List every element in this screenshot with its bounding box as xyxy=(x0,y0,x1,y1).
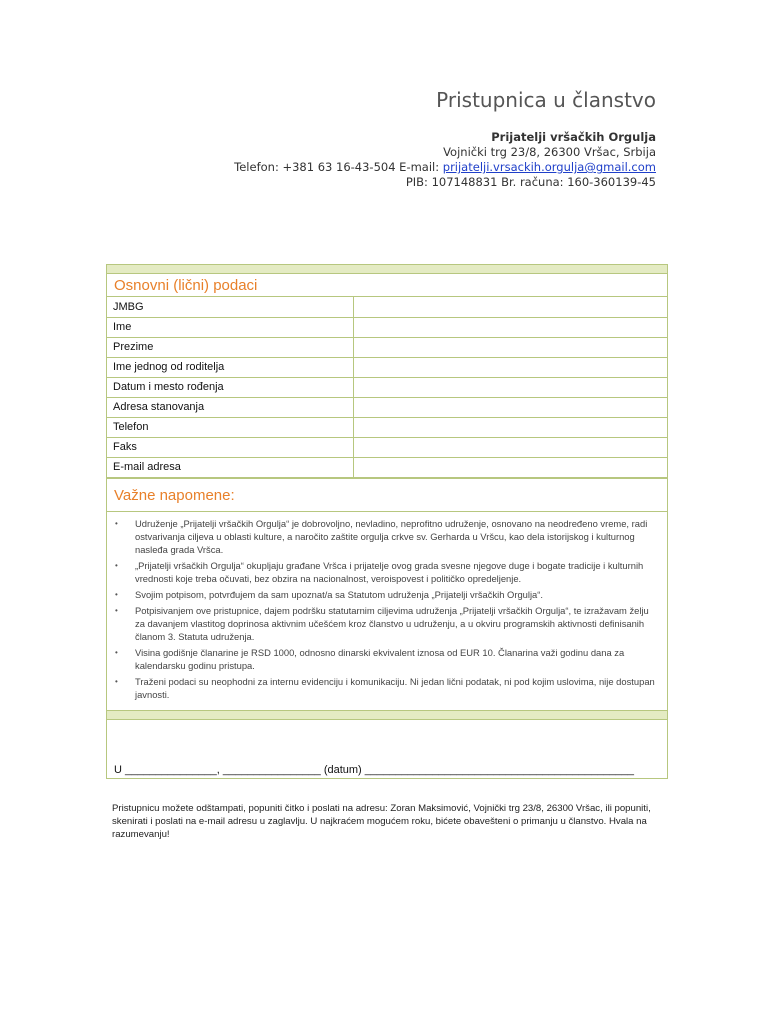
note-text: Svojim potpisom, potvrđujem da sam upoznat/a sa Statutom udruženja „Prijatelji vršačkih Orgulja“. xyxy=(135,588,543,600)
field-input[interactable] xyxy=(353,457,667,477)
field-input[interactable] xyxy=(353,337,667,357)
note-text: Visina godišnje članarine je RSD 1000, odnosno dinarski ekvivalent iznosa od EUR 10. Članarina važi godinu dana za kalendarsku godinu pristupa. xyxy=(135,646,625,671)
field-input[interactable] xyxy=(353,297,667,317)
contact-line xyxy=(234,160,656,175)
personal-data-table xyxy=(107,297,667,478)
note-text: „Prijatelji vršačkih Orgulja“ okupljaju građane Vršca i prijatelje ovog grada svesne njegove duge i bogate tradicije i kulturnih vrednosti koje treba očuvati, bez obzira na nacionalnost, veroispovest i političko opredeljenje. xyxy=(135,559,644,584)
note-item xyxy=(115,517,659,556)
signature-area xyxy=(107,719,667,778)
signature-line[interactable]: U _______________, ________________ (datum) ____________________________________________ xyxy=(114,763,634,776)
top-band xyxy=(107,265,667,273)
phone-text: Telefon: +381 63 16-43-504 E-mail: xyxy=(234,160,443,174)
field-input[interactable] xyxy=(353,377,667,397)
personal-data-title: Osnovni (lični) podaci xyxy=(107,273,667,297)
field-label: Ime xyxy=(107,317,353,337)
field-label: E-mail adresa xyxy=(107,457,353,477)
footer-instructions: Pristupnicu možete odštampati, popuniti čitko i poslati na adresu: Zoran Maksimović, Vojnički trg 23/8, 26300 Vršac, ili popuniti, skenirati i poslati na e-mail adresu u zaglavlju. U najkraćem mogućem roku, bićete obavešteni o primanju u članstvo. Hvala na razumevanju! xyxy=(112,803,651,840)
field-label: Faks xyxy=(107,437,353,457)
bullet-icon: • xyxy=(115,518,118,528)
note-item xyxy=(115,588,659,601)
field-label: JMBG xyxy=(107,297,353,317)
field-label: Prezime xyxy=(107,337,353,357)
bullet-icon: • xyxy=(115,560,118,570)
organization-address: Vojnički trg 23/8, 26300 Vršac, Srbija xyxy=(443,145,656,159)
field-input[interactable] xyxy=(353,397,667,417)
bullet-icon: • xyxy=(115,589,118,599)
field-input[interactable] xyxy=(353,357,667,377)
pib-line: PIB: 107148831 Br. računa: 160-360139-45 xyxy=(405,175,656,189)
form-row xyxy=(107,397,667,417)
document-title: Pristupnica u članstvo xyxy=(436,88,656,112)
note-text: Potpisivanjem ove pristupnice, dajem podršku statutarnim ciljevima udruženja „Prijatelji vršačkih Orgulja“, te izražavam želju za davanjem vlastitog doprinosa aktivnim učešćem kroz članstvo u udruženju, a u okviru programskih aktivnosti definisanih članom 3. Statuta udruženja. xyxy=(135,604,649,642)
field-label: Telefon xyxy=(107,417,353,437)
field-label: Datum i mesto rođenja xyxy=(107,377,353,397)
notes-title: Važne napomene: xyxy=(107,478,667,512)
field-input[interactable] xyxy=(353,317,667,337)
form-row xyxy=(107,357,667,377)
bullet-icon: • xyxy=(115,605,118,615)
note-item xyxy=(115,604,659,643)
email-link[interactable]: prijatelji.vrsackih.orgulja@gmail.com xyxy=(442,160,656,174)
bottom-band xyxy=(107,710,667,719)
form-row xyxy=(107,377,667,397)
note-item xyxy=(115,646,659,672)
form-row xyxy=(107,297,667,317)
note-text: Traženi podaci su neophodni za internu evidenciju i komunikaciju. Ni jedan lični podatak, ni pod kojim uslovima, nije dostupan javnosti. xyxy=(135,675,655,700)
document-header xyxy=(234,88,656,190)
field-input[interactable] xyxy=(353,437,667,457)
field-label: Ime jednog od roditelja xyxy=(107,357,353,377)
form-row xyxy=(107,457,667,477)
bullet-icon: • xyxy=(115,676,118,686)
form-row xyxy=(107,437,667,457)
note-item xyxy=(115,559,659,585)
note-text: Udruženje „Prijatelji vršačkih Orgulja“ je dobrovoljno, nevladino, neprofitno udruženje, osnovano na neodređeno vreme, radi ostvarivanja ciljeva u oblasti kulture, a naročito zaštite orgulja crkve sv. Gerharda u Vršcu, kao dela istorijskog i kulturnog nasleđa grada Vršca. xyxy=(135,517,648,555)
field-input[interactable] xyxy=(353,417,667,437)
form-row xyxy=(107,417,667,437)
note-item xyxy=(115,675,659,701)
form-row xyxy=(107,317,667,337)
organization-name: Prijatelji vršačkih Orgulja xyxy=(491,130,656,144)
form-row xyxy=(107,337,667,357)
membership-form xyxy=(106,264,668,779)
field-label: Adresa stanovanja xyxy=(107,397,353,417)
bullet-icon: • xyxy=(115,647,118,657)
notes-list xyxy=(107,512,667,710)
